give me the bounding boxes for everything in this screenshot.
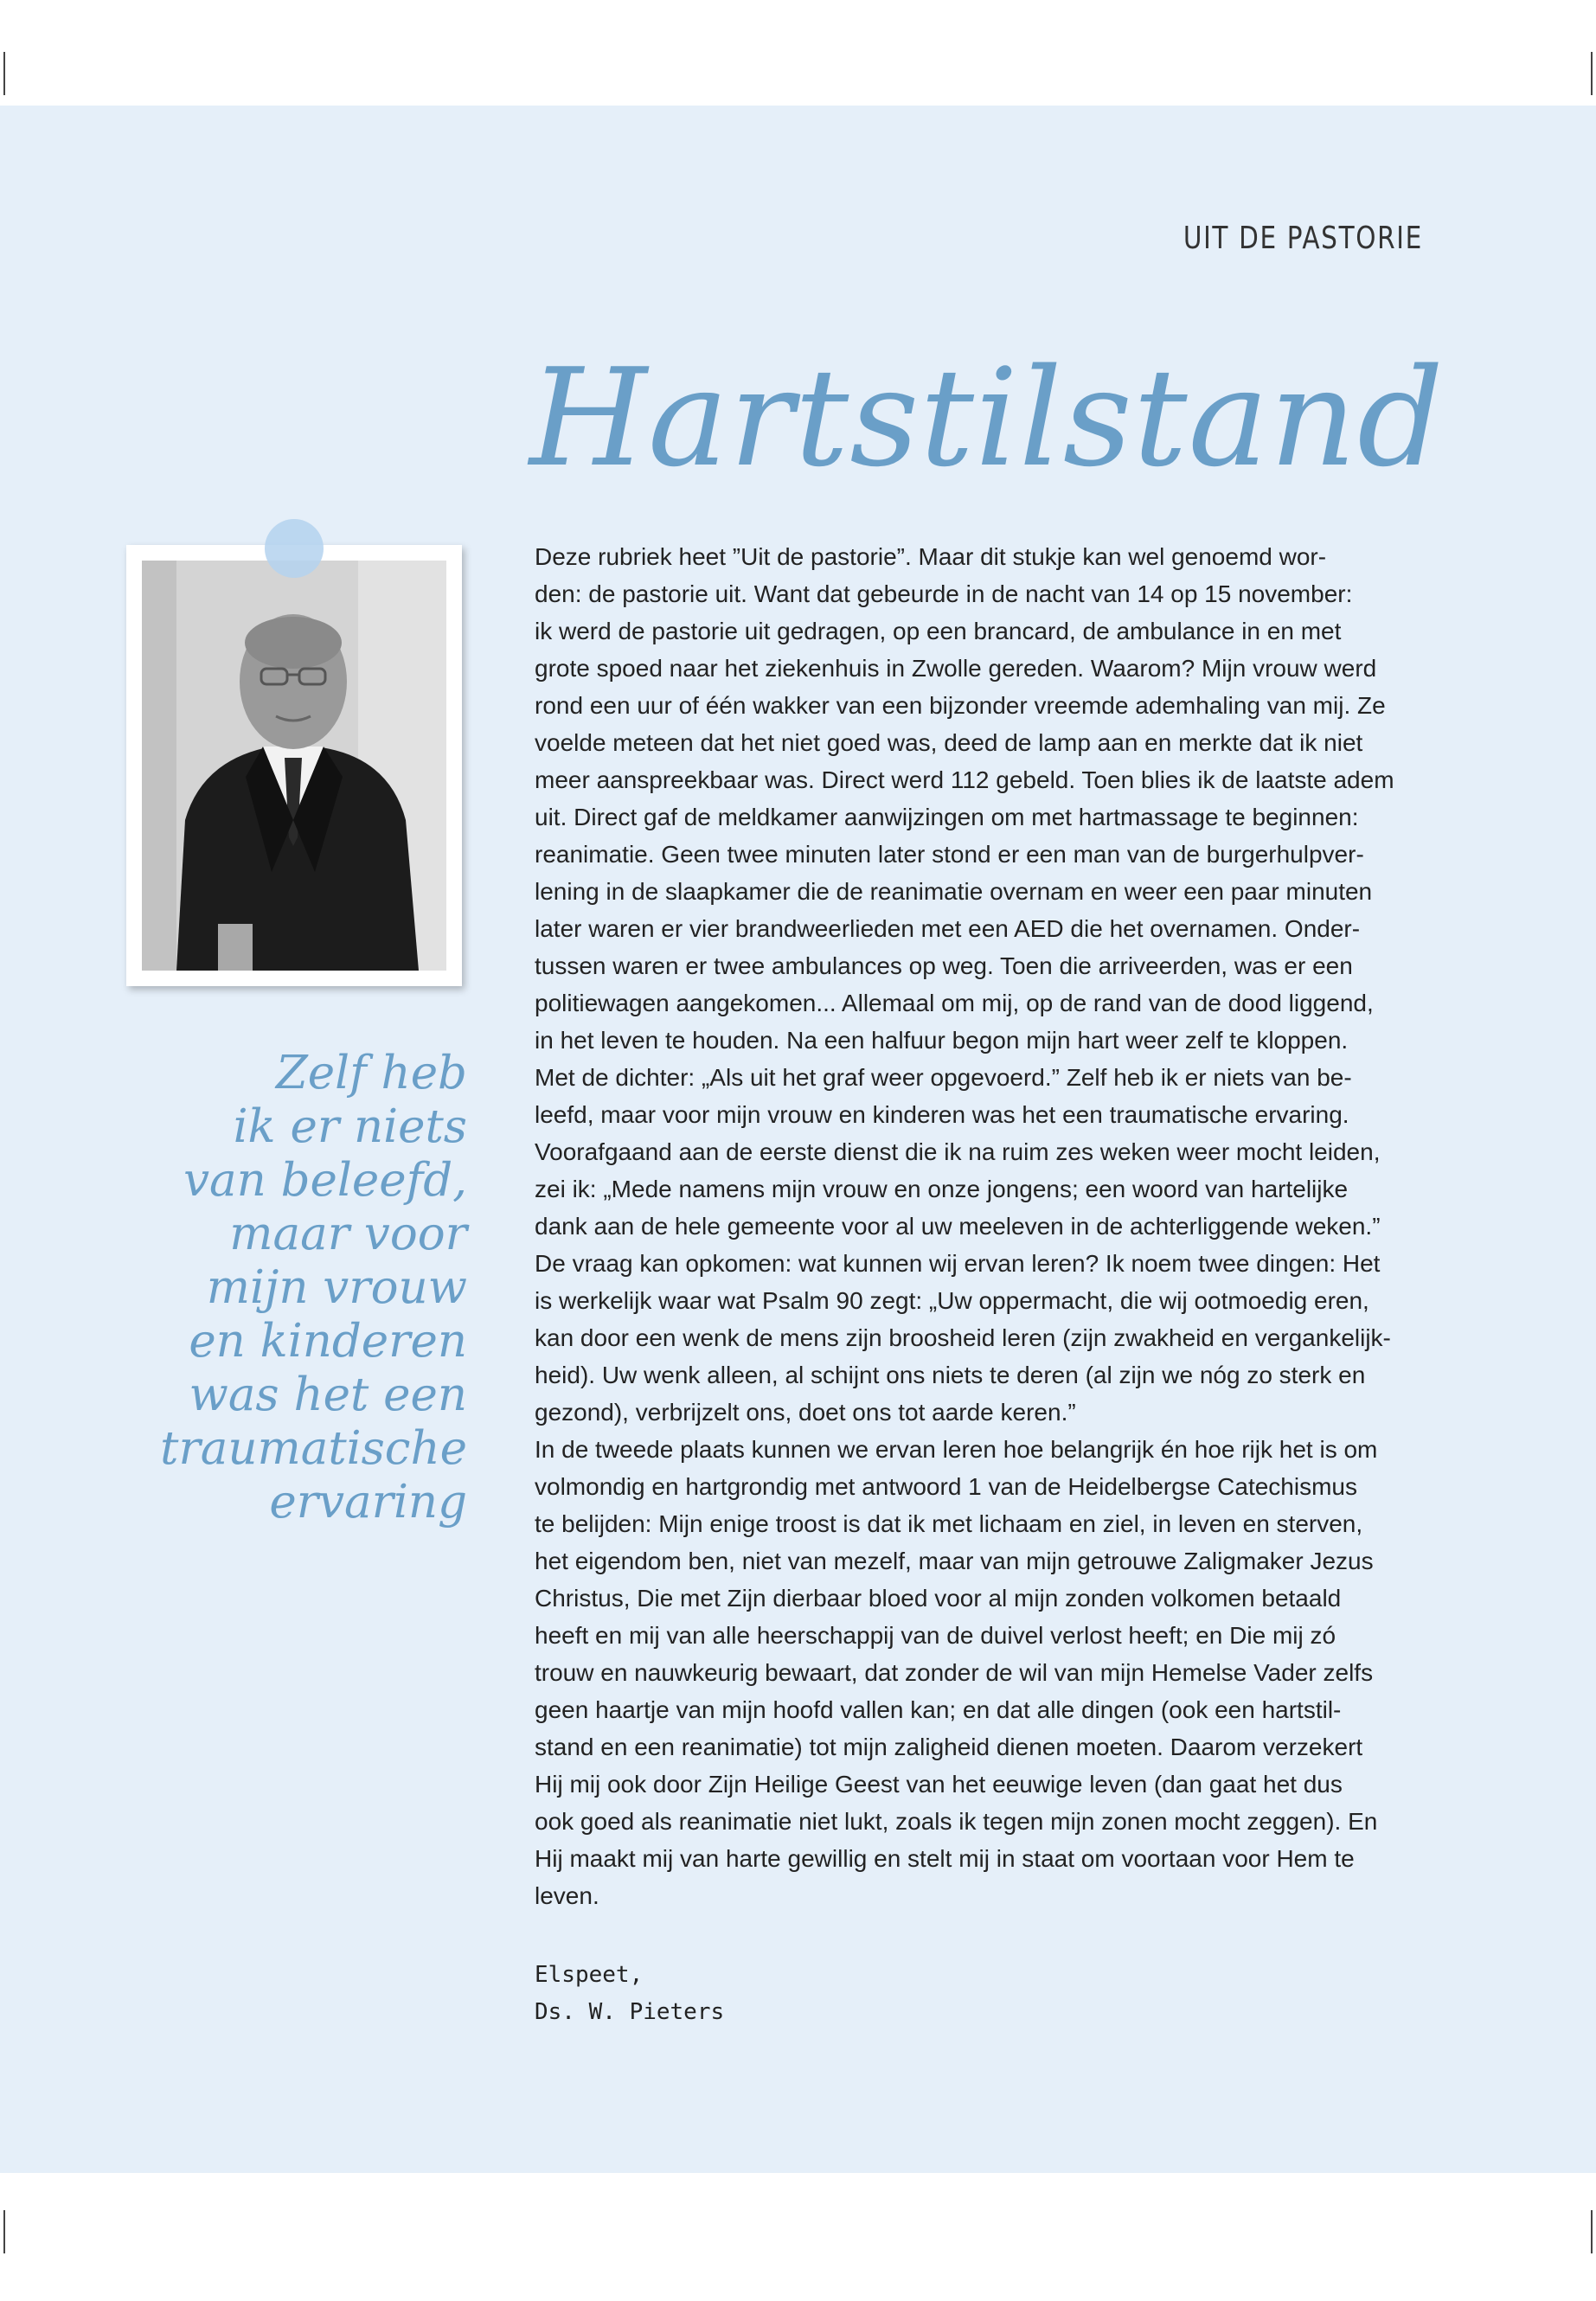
body-line: meer aanspreekbaar was. Direct werd 112 gebeld. Toen blies ik de laatste adem — [535, 766, 1394, 793]
article-body — [535, 538, 1427, 1914]
crop-mark-bottom-left — [3, 2210, 5, 2253]
body-line: volmondig en hartgrondig met antwoord 1 van de Heidelbergse Catechismus — [535, 1473, 1357, 1500]
crop-mark-top-left — [3, 52, 5, 95]
signature-author: Ds. W. Pieters — [535, 1999, 725, 2025]
pull-quote-line: Zelf heb — [275, 1047, 467, 1099]
photo-pin — [265, 519, 324, 578]
body-line: tussen waren er twee ambulances op weg. Toen die arriveerden, was er een — [535, 952, 1353, 979]
body-line: kan door een wenk de mens zijn broosheid leren (zijn zwakheid en vergankelijk- — [535, 1324, 1391, 1351]
body-line: reanimatie. Geen twee minuten later stond er een man van de burgerhulpver- — [535, 841, 1364, 868]
body-line: rond een uur of één wakker van een bijzonder vreemde ademhaling van mij. Ze — [535, 692, 1386, 719]
crop-mark-bottom-right — [1591, 2210, 1593, 2253]
body-line: heid). Uw wenk alleen, al schijnt ons niets te deren (al zijn we nóg zo sterk en — [535, 1362, 1366, 1388]
pull-quote-line: ervaring — [269, 1476, 467, 1529]
body-line: heeft en mij van alle heerschappij van de duivel verlost heeft; en Die mij zó — [535, 1622, 1336, 1649]
body-line: Deze rubriek heet ”Uit de pastorie”. Maar dit stukje kan wel genoemd wor- — [535, 543, 1327, 570]
signature-place: Elspeet, — [535, 1962, 644, 1988]
body-line: voelde meteen dat het niet goed was, deed de lamp aan en merkte dat ik niet — [535, 729, 1363, 756]
body-line: later waren er vier brandweerlieden met een AED die het overnamen. Onder- — [535, 915, 1361, 942]
body-line: leefd, maar voor mijn vrouw en kinderen was het een traumatische ervaring. — [535, 1101, 1349, 1128]
body-line: Hij mij ook door Zijn Heilige Geest van het eeuwige leven (dan gaat het dus — [535, 1771, 1343, 1798]
body-line: in het leven te houden. Na een halfuur begon mijn hart weer zelf te kloppen. — [535, 1027, 1349, 1054]
body-line: het eigendom ben, niet van mezelf, maar van mijn getrouwe Zaligmaker Jezus — [535, 1548, 1374, 1574]
author-photo — [142, 561, 446, 971]
pull-quote-line: en kinderen — [189, 1315, 467, 1368]
body-line: den: de pastorie uit. Want dat gebeurde in de nacht van 14 op 15 november: — [535, 580, 1353, 607]
body-line: stand en een reanimatie) tot mijn zaligheid dienen moeten. Daarom verzekert — [535, 1734, 1363, 1760]
body-line: ik werd de pastorie uit gedragen, op een brancard, de ambulance in en met — [535, 618, 1342, 644]
article-title: Hartstilstand — [529, 339, 1445, 497]
body-line: te belijden: Mijn enige troost is dat ik met lichaam en ziel, in leven en sterven, — [535, 1510, 1363, 1537]
pull-quote-line: was het een — [189, 1368, 467, 1421]
pull-quote — [130, 1047, 467, 1529]
body-line: politiewagen aangekomen... Allemaal om mij, op de rand van de dood liggend, — [535, 990, 1374, 1016]
body-line: lening in de slaapkamer die de reanimatie overnam en weer een paar minuten — [535, 878, 1373, 905]
crop-mark-top-right — [1591, 52, 1593, 95]
body-line: gezond), verbrijzelt ons, doet ons tot aarde keren.” — [535, 1399, 1076, 1426]
body-line: De vraag kan opkomen: wat kunnen wij ervan leren? Ik noem twee dingen: Het — [535, 1250, 1381, 1277]
body-line: uit. Direct gaf de meldkamer aanwijzingen om met hartmassage te beginnen: — [535, 804, 1359, 830]
pull-quote-line: van beleefd, — [183, 1154, 467, 1207]
body-line: ook goed als reanimatie niet lukt, zoals ik tegen mijn zonen mocht zeggen). En — [535, 1808, 1378, 1835]
pull-quote-line: maar voor — [229, 1208, 467, 1260]
author-photo-frame — [126, 545, 462, 986]
body-line: leven. — [535, 1882, 599, 1909]
body-line: dank aan de hele gemeente voor al uw meeleven in de achterliggende weken.” — [535, 1213, 1381, 1240]
section-label: UIT DE PASTORIE — [1183, 221, 1423, 256]
body-line: is werkelijk waar wat Psalm 90 zegt: „Uw oppermacht, die wij ootmoedig eren, — [535, 1287, 1369, 1314]
body-line: In de tweede plaats kunnen we ervan leren hoe belangrijk én hoe rijk het is om — [535, 1436, 1378, 1463]
body-line: zei ik: „Mede namens mijn vrouw en onze jongens; een woord van hartelijke — [535, 1176, 1349, 1202]
body-line: Met de dichter: „Als uit het graf weer opgevoerd.” Zelf heb ik er niets van be- — [535, 1064, 1352, 1091]
body-line: Christus, Die met Zijn dierbaar bloed voor al mijn zonden volkomen betaald — [535, 1585, 1342, 1612]
body-line: Hij maakt mij van harte gewillig en stelt mij in staat om voortaan voor Hem te — [535, 1845, 1355, 1872]
pull-quote-line: traumatische — [160, 1422, 467, 1475]
portrait-illustration — [142, 561, 446, 971]
signature — [535, 1957, 724, 2031]
body-line: Voorafgaand aan de eerste dienst die ik na ruim zes weken weer mocht leiden, — [535, 1138, 1381, 1165]
body-line: geen haartje van mijn hoofd vallen kan; en dat alle dingen (ook een hartstil- — [535, 1696, 1342, 1723]
pull-quote-line: mijn vrouw — [206, 1261, 467, 1314]
pull-quote-line: ik er niets — [233, 1100, 467, 1153]
body-line: grote spoed naar het ziekenhuis in Zwolle gereden. Waarom? Mijn vrouw werd — [535, 655, 1377, 682]
body-line: trouw en nauwkeurig bewaart, dat zonder de wil van mijn Hemelse Vader zelfs — [535, 1659, 1374, 1686]
